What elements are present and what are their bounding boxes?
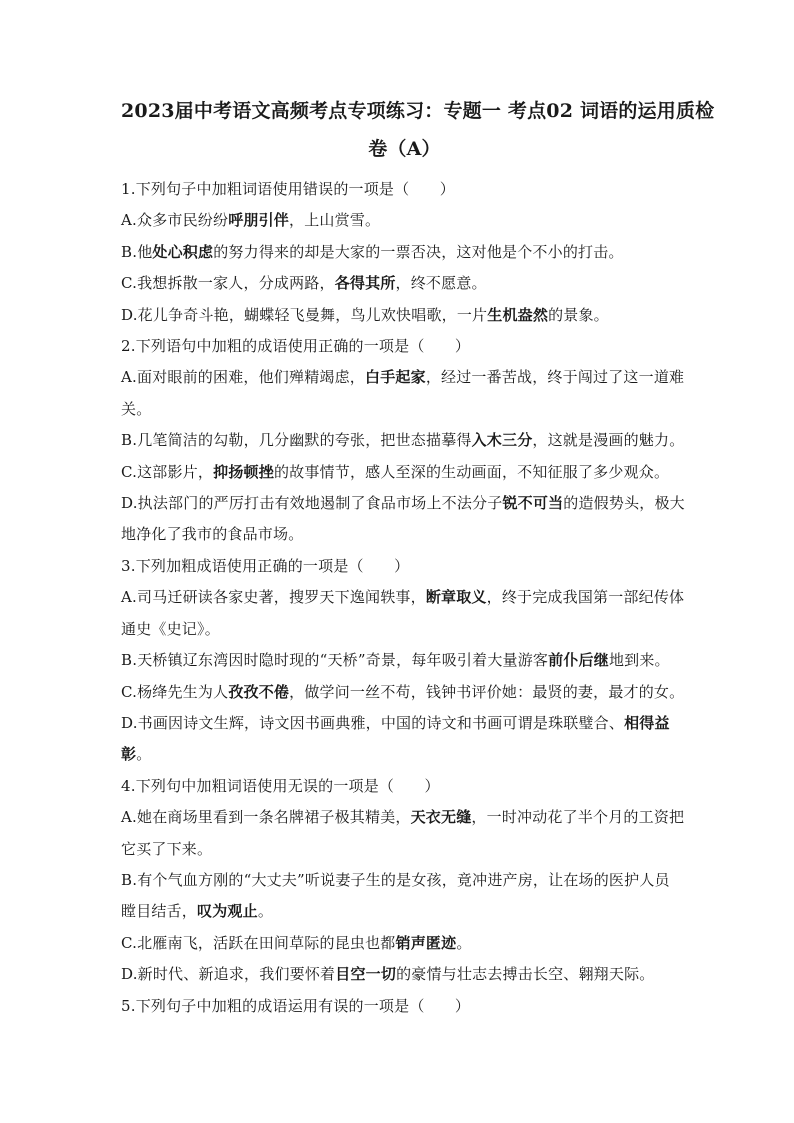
text-segment: D.书画因诗文生辉，诗文因书画典雅，中国的诗文和书画可谓是珠联璧合、 [121,713,625,732]
text-line [121,771,688,802]
text-line [121,834,688,865]
text-segment: C.我想拆散一家人，分成两路， [121,274,335,293]
text-line [121,331,688,362]
bold-term: 入木三分 [471,431,533,450]
text-segment: B.天桥镇辽东湾因时隐时现的“天桥”奇景，每年吸引着大量游客 [121,651,549,670]
text-line [121,645,688,676]
title-line-2: 卷（A） [368,138,441,160]
text-segment: ，终不愿意。 [395,274,487,293]
text-line [121,488,688,519]
text-line [121,519,688,550]
text-line [121,268,688,299]
text-line [121,928,688,959]
bold-term: 相得益 [624,713,670,732]
text-line [121,896,688,927]
text-segment: A.面对眼前的困难，他们殚精竭虑， [121,368,366,387]
text-segment: 4.下列句中加粗词语使用无误的一项是（ ） [121,776,440,795]
bold-term: 处心积虑 [152,242,214,261]
text-segment: C.这部影片， [121,462,214,481]
bold-term: 彰 [121,745,137,764]
text-line [121,677,688,708]
text-segment: B.几笔简洁的勾勒，几分幽默的夸张，把世态描摹得 [121,431,472,450]
text-segment: 的故事情节，感人至深的生动画面，不知征服了多少观众。 [273,462,670,481]
text-segment: ，这就是漫画的魅力。 [532,431,685,450]
bold-term: 呼朋引伴 [228,211,290,230]
text-segment: A.众多市民纷纷 [121,211,229,230]
text-line [121,551,688,582]
bold-term: 生机盎然 [487,305,549,324]
text-segment: A.司马迁研读各家史著，搜罗天下逸闻轶事， [121,588,426,607]
bold-term: 叹为观止 [197,902,258,921]
text-segment: 的努力得来的却是大家的一票否决，这对他是个不小的打击。 [213,242,624,261]
text-line [121,802,688,833]
bold-term: 销声匿迹 [395,933,457,952]
bold-term: 天衣无缝 [410,808,472,827]
text-line [121,237,688,268]
text-segment: 的豪情与壮志去搏击长空、翱翔天际。 [396,965,655,984]
text-line [121,614,688,645]
document-title [121,92,715,168]
bold-term: 孜孜不倦 [228,682,290,701]
text-segment: 瞠目结舌， [121,902,198,921]
text-line [121,708,688,739]
text-segment: C.杨绛先生为人 [121,682,229,701]
text-segment: A.她在商场里看到一条名牌裙子极其精美， [121,808,411,827]
bold-term: 锐不可当 [502,494,564,513]
text-segment: 2.下列语句中加粗的成语使用正确的一项是（ ） [121,337,471,356]
text-segment: D.花儿争奇斗艳，蝴蝶轻飞曼舞，鸟儿欢快唱歌，一片 [121,305,488,324]
text-segment: B.有个气血方刚的“大丈夫”听说妻子生的是女孩，竟冲进产房，让在场的医护人员 [121,870,670,889]
text-segment: 的造假势头，极大 [563,494,685,513]
text-segment: 它买了下来。 [121,839,213,858]
text-segment: 1.下列句子中加粗词语使用错误的一项是（ ） [121,180,455,198]
text-segment: ，经过一番苦战，终于闯过了这一道难 [425,368,685,387]
text-segment: ，上山赏雪。 [289,211,381,230]
text-segment: ，终于完成我国第一部纪传体 [486,588,685,607]
text-segment: 。 [257,902,274,921]
text-line [121,205,688,236]
text-segment: D.新时代、新追求，我们要怀着 [121,965,336,984]
text-segment: C.北雁南飞，活跃在田间草际的昆虫也都 [121,933,396,952]
text-line [121,991,688,1022]
text-line [121,582,688,613]
text-segment: 关。 [121,399,152,418]
text-line [121,865,688,896]
text-segment: B.他 [121,242,153,261]
question-body [121,174,688,1022]
text-line [121,425,688,456]
bold-term: 抑扬顿挫 [213,462,274,481]
text-segment: 5.下列句子中加粗的成语运用有误的一项是（ ） [121,996,471,1015]
text-segment: ，做学问一丝不苟，钱钟书评价她：最贤的妻，最才的女。 [289,682,685,701]
text-segment: 。 [456,933,472,952]
text-line [121,174,688,205]
bold-term: 前仆后继 [548,651,609,670]
text-segment: 的景象。 [548,305,609,324]
text-segment: ，一时冲动花了半个月的工资把 [471,808,685,827]
text-line [121,362,688,393]
text-line [121,739,688,770]
title-line-1: 2023届中考语文高频考点专项练习：专题一 考点02 词语的运用质检 [121,100,715,122]
text-segment: D.执法部门的严厉打击有效地遏制了食品市场上不法分子 [121,494,503,513]
bold-term: 白手起家 [365,368,426,387]
bold-term: 断章取义 [425,588,487,607]
text-segment: 3.下列加粗成语使用正确的一项是（ ） [121,556,410,575]
text-line [121,300,688,331]
text-segment: 地净化了我市的食品市场。 [121,525,304,544]
text-segment: 地到来。 [608,651,670,670]
text-line [121,457,688,488]
bold-term: 目空一切 [335,965,397,984]
bold-term: 各得其所 [334,274,396,293]
text-line [121,394,688,425]
text-segment: 。 [136,745,152,764]
text-line [121,959,688,990]
text-segment: 通史《史记》。 [121,619,220,638]
